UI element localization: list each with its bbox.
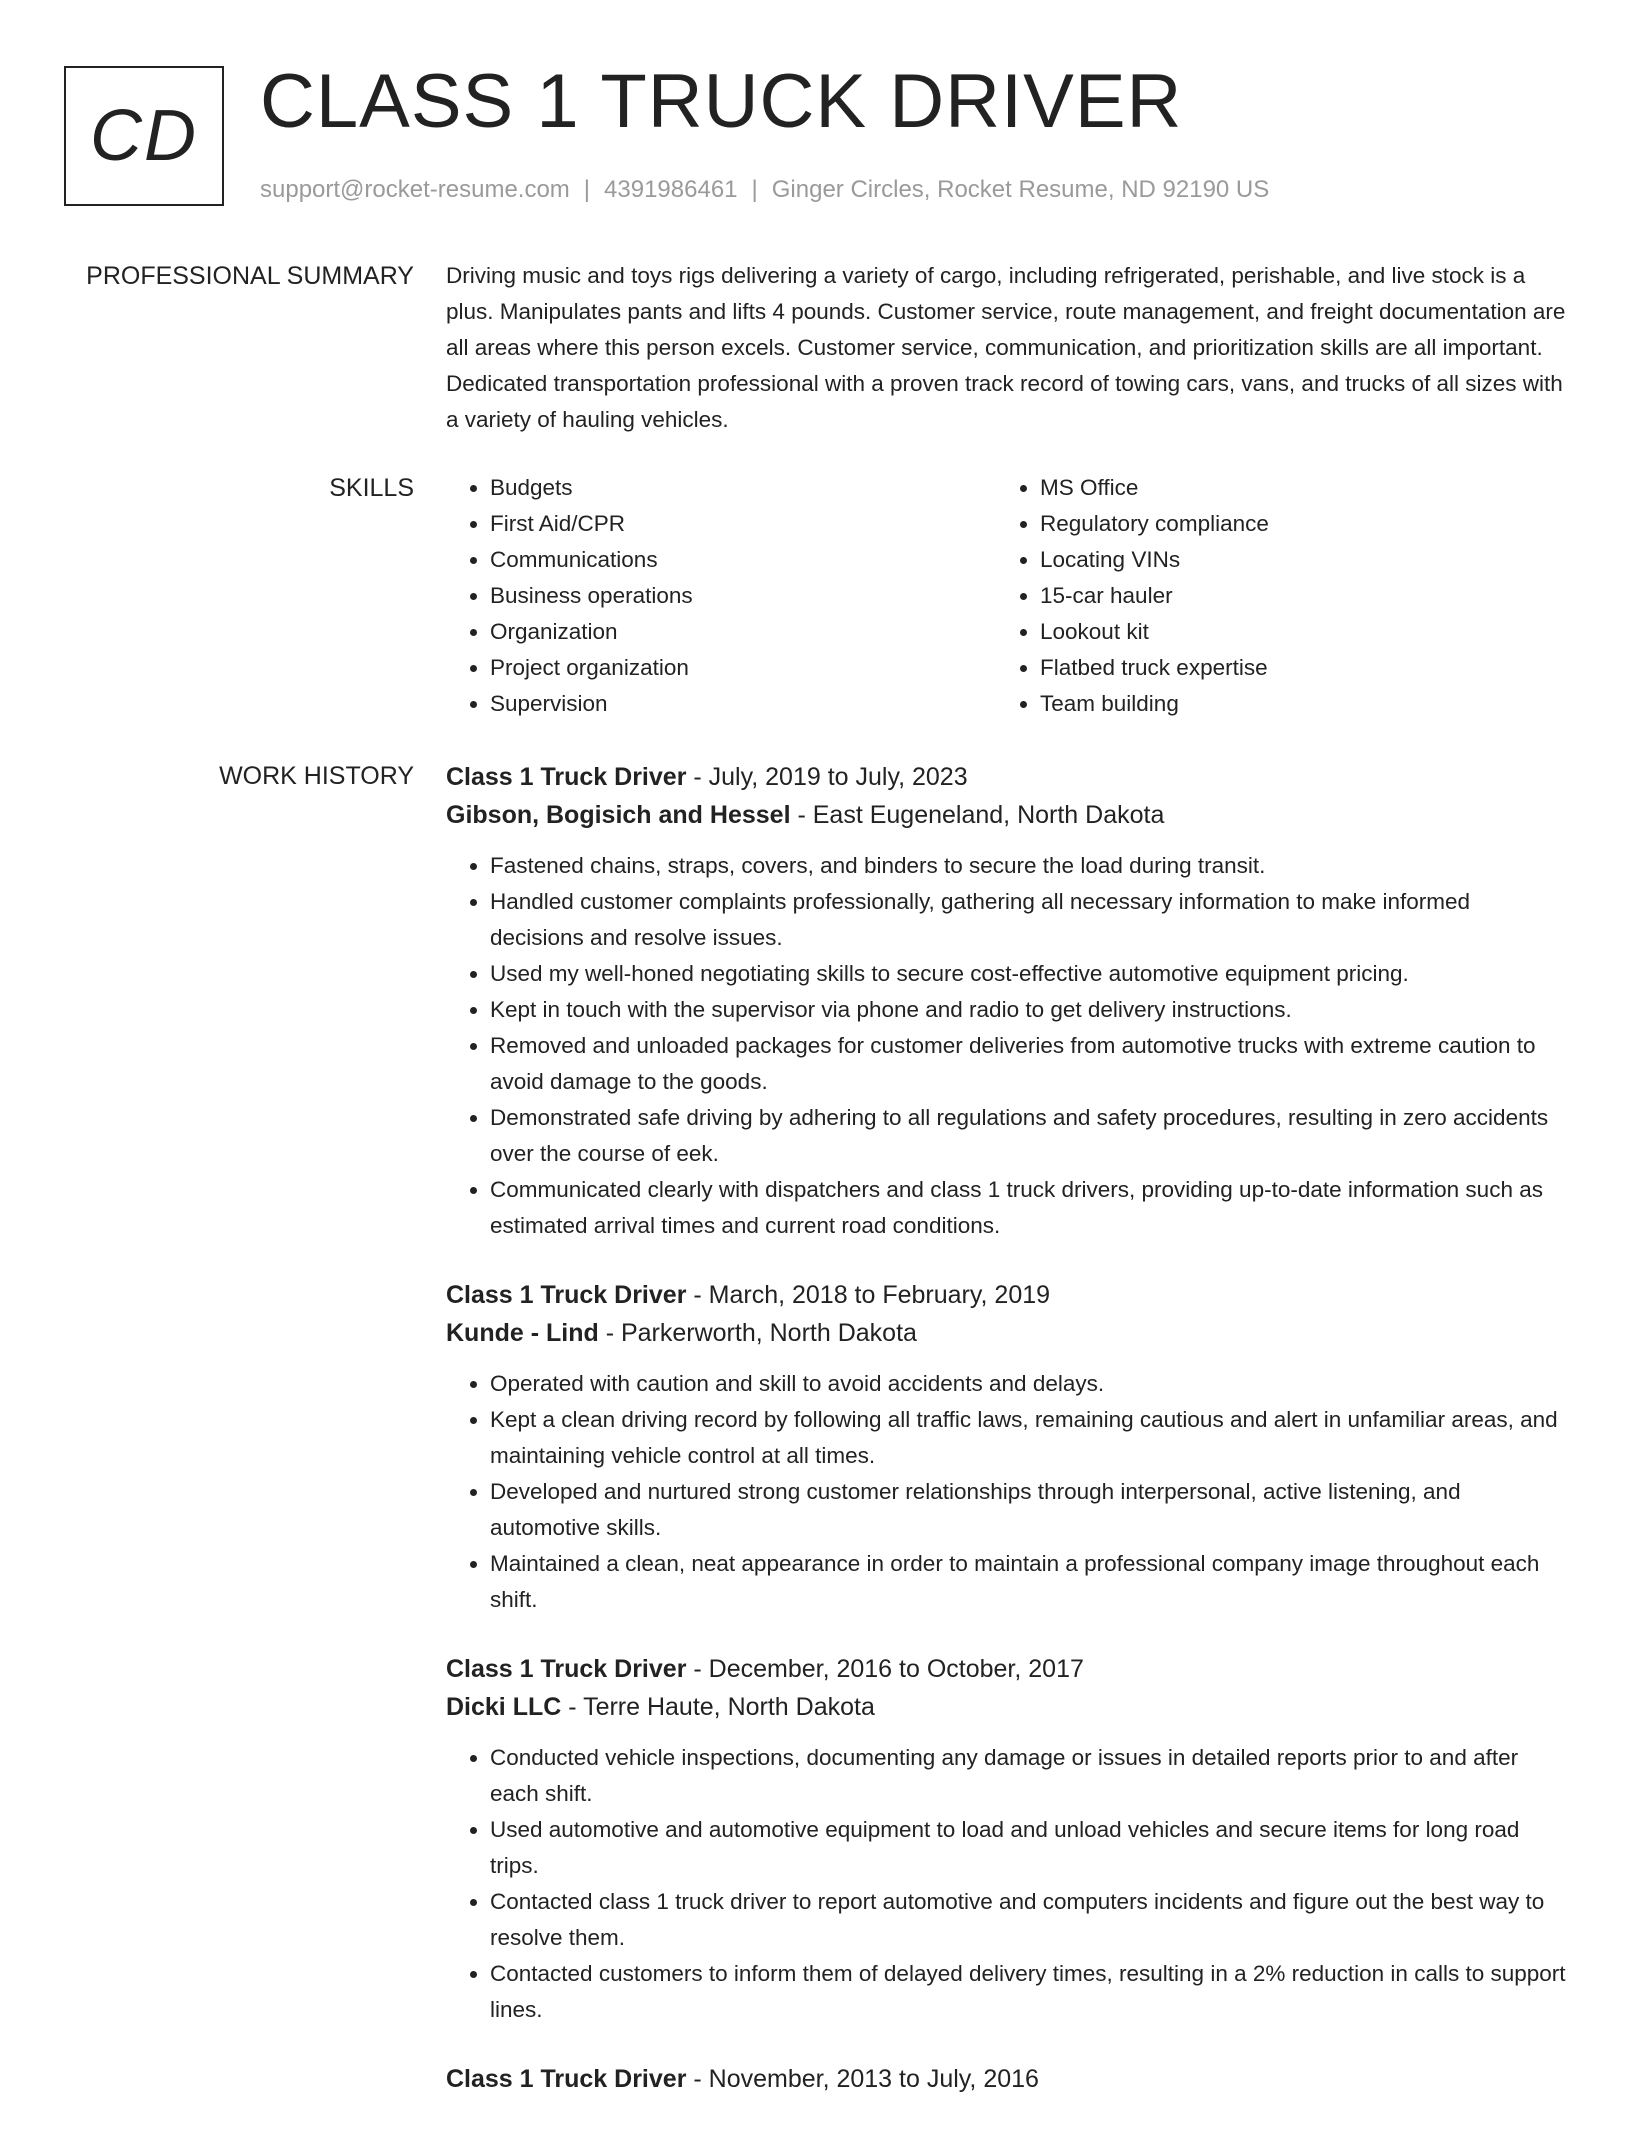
job-role: Class 1 Truck Driver	[446, 1281, 687, 1309]
skills-columns	[446, 470, 1568, 722]
job-location: East Eugeneland, North Dakota	[812, 801, 1165, 829]
job-separator: -	[686, 1655, 709, 1683]
skill-item: • Regulatory compliance	[1040, 506, 1546, 542]
job-role-line	[446, 758, 1568, 796]
skill-item: • 15-car hauler	[1040, 578, 1546, 614]
skill-item: • First Aid/CPR	[490, 506, 996, 542]
job-bullet: • Handled customer complaints professionally, gathering all necessary information to make informed decisions and resolve issues.	[490, 884, 1568, 956]
job-role-line	[446, 1650, 1568, 1688]
job-entry	[446, 1650, 1568, 2028]
job-bullet: • Contacted customers to inform them of delayed delivery times, resulting in a 2% reduction in calls to support lines.	[490, 1956, 1568, 2028]
job-separator: -	[686, 2065, 709, 2093]
contact-address: Ginger Circles, Rocket Resume, ND 92190 US	[771, 176, 1270, 203]
job-bullet: • Used my well-honed negotiating skills to secure cost-effective automotive equipment pricing.	[490, 956, 1568, 992]
job-role: Class 1 Truck Driver	[446, 1655, 687, 1683]
skills-list-right	[996, 470, 1546, 722]
skill-item: • Locating VINs	[1040, 542, 1546, 578]
job-bullet: • Operated with caution and skill to avoid accidents and delays.	[490, 1366, 1568, 1402]
skill-item: • Budgets	[490, 470, 996, 506]
job-bullet: • Maintained a clean, neat appearance in order to maintain a professional company image throughout each shift.	[490, 1546, 1568, 1618]
skill-item: • Team building	[1040, 686, 1546, 722]
job-entry	[446, 2060, 1568, 2098]
job-bullet: • Kept in touch with the supervisor via phone and radio to get delivery instructions.	[490, 992, 1568, 1028]
skill-item: • Supervision	[490, 686, 996, 722]
contact-separator: |	[751, 176, 758, 203]
job-bullet: • Kept a clean driving record by following all traffic laws, remaining cautious and alert in unfamiliar areas, and maintaining vehicle control at all times.	[490, 1402, 1568, 1474]
job-bullet: • Demonstrated safe driving by adhering to all regulations and safety procedures, resulting in zero accidents over the course of eek.	[490, 1100, 1568, 1172]
job-bullet: • Conducted vehicle inspections, documenting any damage or issues in detailed reports prior to and after each shift.	[490, 1740, 1568, 1812]
job-bullet: • Fastened chains, straps, covers, and binders to secure the load during transit.	[490, 848, 1568, 884]
skills-heading: SKILLS	[329, 474, 414, 502]
job-bullet-list	[446, 1740, 1568, 2028]
job-entry	[446, 1276, 1568, 1618]
work-history-heading: WORK HISTORY	[219, 762, 414, 790]
job-role-line	[446, 2060, 1568, 2098]
skill-item: • Flatbed truck expertise	[1040, 650, 1546, 686]
job-separator: -	[561, 1693, 584, 1721]
job-bullet: • Communicated clearly with dispatchers and class 1 truck drivers, providing up-to-date information such as estimated arrival times and current road conditions.	[490, 1172, 1568, 1244]
contact-email: support@rocket-resume.com	[260, 176, 570, 203]
job-location: Parkerworth, North Dakota	[620, 1319, 917, 1347]
contact-separator: |	[583, 176, 591, 203]
job-company-line	[446, 1688, 1568, 1726]
job-dates: July, 2019 to July, 2023	[708, 763, 968, 791]
job-company-line	[446, 796, 1568, 834]
contact-line	[260, 172, 1269, 208]
job-role: Class 1 Truck Driver	[446, 2065, 687, 2093]
work-history-body	[446, 758, 1568, 2130]
job-company: Kunde - Lind	[446, 1319, 599, 1347]
job-company-line	[446, 1314, 1568, 1352]
skills-list-left	[446, 470, 996, 722]
job-separator: -	[686, 1281, 709, 1309]
job-bullet: • Used automotive and automotive equipment to load and unload vehicles and secure items for long road trips.	[490, 1812, 1568, 1884]
job-role-line	[446, 1276, 1568, 1314]
skill-item: • MS Office	[1040, 470, 1546, 506]
skill-item: • Organization	[490, 614, 996, 650]
summary-text: Driving music and toys rigs delivering a variety of cargo, including refrigerated, perishable, and live stock is a plus. Manipulates pants and lifts 4 pounds. Customer service, route management, and freight documentation are all areas where this person excels. Customer service, communication, and prioritization skills are all important. Dedicated transportation professional with a proven track record of towing cars, vans, and trucks of all sizes with a variety of hauling vehicles.	[446, 263, 1566, 432]
job-entry	[446, 758, 1568, 1244]
skill-item: • Communications	[490, 542, 996, 578]
skill-item: • Lookout kit	[1040, 614, 1546, 650]
skills-body	[446, 470, 1568, 722]
resume-title: CLASS 1 TRUCK DRIVER	[260, 59, 1183, 144]
job-separator: -	[598, 1319, 621, 1347]
monogram-logo: CD	[64, 66, 224, 206]
job-location: Terre Haute, North Dakota	[583, 1693, 875, 1721]
job-company: Dicki LLC	[446, 1693, 562, 1721]
job-company: Gibson, Bogisich and Hessel	[446, 801, 791, 829]
job-dates: March, 2018 to February, 2019	[708, 1281, 1051, 1309]
contact-phone: 4391986461	[604, 176, 738, 203]
job-separator: -	[686, 763, 709, 791]
job-dates: December, 2016 to October, 2017	[708, 1655, 1084, 1683]
job-separator: -	[790, 801, 813, 829]
job-bullet: • Removed and unloaded packages for customer deliveries from automotive trucks with extreme caution to avoid damage to the goods.	[490, 1028, 1568, 1100]
job-dates: November, 2013 to July, 2016	[708, 2065, 1039, 2093]
skill-item: • Business operations	[490, 578, 996, 614]
job-role: Class 1 Truck Driver	[446, 763, 687, 791]
summary-heading: PROFESSIONAL SUMMARY	[86, 262, 414, 290]
job-bullet: • Contacted class 1 truck driver to report automotive and computers incidents and figure out the best way to resolve them.	[490, 1884, 1568, 1956]
skill-item: • Project organization	[490, 650, 996, 686]
job-bullet: • Developed and nurtured strong customer relationships through interpersonal, active listening, and automotive skills.	[490, 1474, 1568, 1546]
job-bullet-list	[446, 848, 1568, 1244]
job-bullet-list	[446, 1366, 1568, 1618]
